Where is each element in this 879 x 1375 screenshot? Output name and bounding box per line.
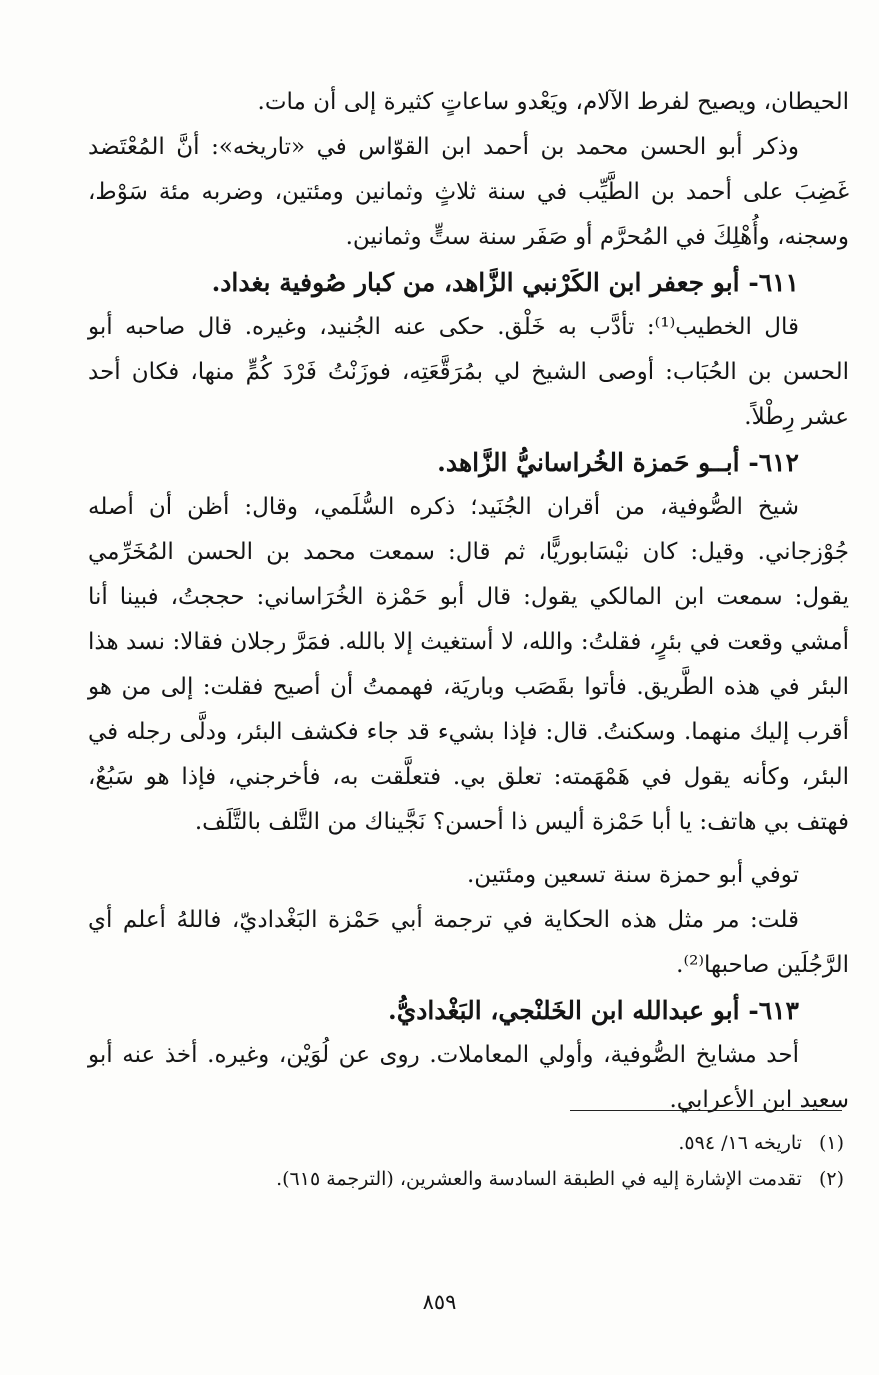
paragraph-7: أحد مشايخ الصُّوفية، وأولي المعاملات. روى عن لُوَيْن، وغيره. أخذ عنه أبو سعيد ابن الأعرابي. bbox=[88, 1042, 849, 1113]
footnote-text: تقدمت الإشارة إليه في الطبقة السادسة والعشرين، (الترجمة ٦١٥). bbox=[276, 1168, 802, 1190]
page-number: ٨٥٩ bbox=[422, 1290, 457, 1314]
paragraph-6: قلت: مر مثل هذه الحكاية في ترجمة أبي حَمْزة البَغْداديّ، فاللهُ أعلم أي الرَّجُلَين صاحبها⁽²⁾. bbox=[88, 907, 849, 978]
footnote-text: تاريخه ١٦/ ٥٩٤. bbox=[678, 1132, 802, 1154]
footnote-number: (١) bbox=[818, 1132, 844, 1154]
footnote-item bbox=[88, 1125, 844, 1161]
paragraph-2: وذكر أبو الحسن محمد بن أحمد ابن القوّاس في «تاريخه»: أنَّ المُعْتَضد غَضِبَ على أحمد بن الطَّيِّب في سنة ثلاثٍ وثمانين ومئتين، وضربه مئة سَوْط، وسجنه، وأُهْلِكَ في المُحرَّم أو صَفَر سنة ستٍّ وثمانين. bbox=[88, 134, 849, 250]
main-text bbox=[88, 80, 849, 1123]
entry-heading-611: ٦١١- أبو جعفر ابن الكَرْنبي الزَّاهد، من كبار صُوفية بغداد. bbox=[211, 268, 799, 297]
paragraph-1: الحيطان، ويصيح لفرط الآلام، ويَعْدو ساعاتٍ كثيرة إلى أن مات. bbox=[257, 89, 849, 115]
paragraph-5: توفي أبو حمزة سنة تسعين ومئتين. bbox=[466, 862, 799, 888]
entry-heading-613: ٦١٣- أبو عبدالله ابن الخَلنْجي، البَغْداديُّ. bbox=[388, 996, 799, 1025]
footnote-item bbox=[88, 1161, 844, 1197]
paragraph-3: قال الخطيب⁽¹⁾: تأدَّب به خَلْق. حكى عنه الجُنيد، وغيره. قال صاحبه أبو الحسن بن الحُبَاب: أوصى الشيخ لي بمُرَقَّعَتِه، فوزَنْتُ فَرْدَ كُمٍّ منها، فكان أحد عشر رِطْلاً. bbox=[88, 314, 849, 430]
paragraph-4: شيخ الصُّوفية، من أقران الجُنَيد؛ ذكره السُّلَمي، وقال: أظن أن أصله جُوْزجاني. وقيل: كان نيْسَابوريًّا، ثم قال: سمعت محمد بن الحسن المُخَرِّمي يقول: سمعت ابن المالكي يقول: قال أبو حَمْزة الخُرَاساني: حججتُ، فبينا أنا أمشي وقعت في بئرٍ، فقلتُ: والله، لا أستغيث إلا بالله. فمَرَّ رجلان فقالا: نسد هذا البئر في هذه الطَّريق. فأتوا بقَصَب وباريَة، فهممتُ أن أصيح فقلت: إلى من هو أقرب إليك منهما. وسكنتُ. قال: فإذا بشيء قد جاء فكشف البئر، ودلَّى رجله في البئر، وكأنه يقول في هَمْهَمته: تعلق بي. فتعلَّقت به، فأخرجني، فإذا هو سَبُعٌ، فهتف بي هاتف: يا أبا حَمْزة أليس ذا أحسن؟ نَجَّيناك من التَّلف بالتَّلَف. bbox=[88, 494, 849, 835]
footnote-separator bbox=[570, 1110, 842, 1111]
footnotes bbox=[88, 1125, 844, 1197]
footnote-number: (٢) bbox=[818, 1168, 844, 1190]
entry-heading-612: ٦١٢- أبــو حَمزة الخُراسانيُّ الزَّاهد. bbox=[437, 448, 799, 477]
